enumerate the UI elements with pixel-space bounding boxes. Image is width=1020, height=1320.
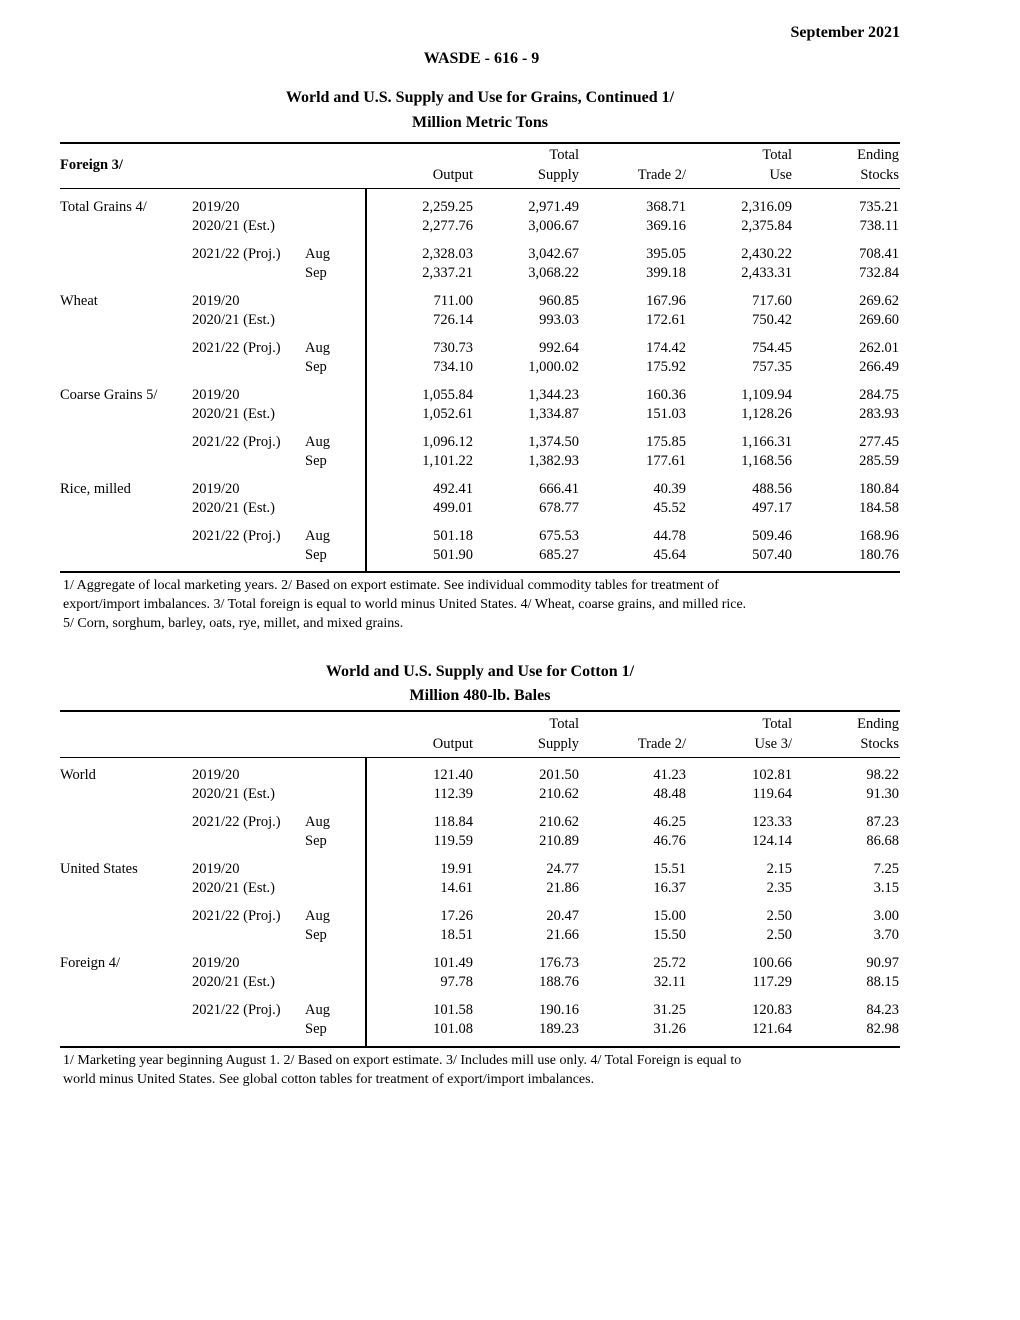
cell-supply: 1,000.02: [528, 359, 579, 375]
cell-output: 501.90: [433, 547, 473, 563]
row-year: 2019/20: [192, 861, 240, 877]
cell-output: 1,096.12: [422, 434, 473, 450]
cell-supply: 1,374.50: [528, 434, 579, 450]
cell-use: 2,433.31: [741, 265, 792, 281]
cell-output: 112.39: [433, 786, 473, 802]
row-year: 2019/20: [192, 767, 240, 783]
row-year: 2019/20: [192, 293, 240, 309]
grains-footnote-2: export/import imbalances. 3/ Total foreign is equal to world minus United States. 4/ Wheat, coarse grains, and milled rice.: [63, 597, 747, 612]
row-year: 2019/20: [192, 387, 240, 403]
group-label: Coarse Grains 5/: [60, 387, 158, 403]
cell-stocks: 3.15: [873, 880, 899, 896]
cell-trade: 44.78: [653, 528, 686, 544]
cell-stocks: 168.96: [859, 528, 899, 544]
cell-output: 499.01: [433, 500, 473, 516]
cell-output: 726.14: [433, 312, 473, 328]
cell-output: 119.59: [433, 833, 473, 849]
cell-trade: 174.42: [646, 340, 686, 356]
cell-supply: 666.41: [539, 481, 579, 497]
group-label: United States: [60, 861, 138, 877]
cell-use: 509.46: [752, 528, 792, 544]
row-month: Aug: [305, 908, 330, 924]
cell-supply: 2,971.49: [528, 199, 579, 215]
cell-supply: 210.89: [539, 833, 579, 849]
cell-trade: 15.00: [653, 908, 686, 924]
cell-output: 734.10: [433, 359, 473, 375]
cell-use: 123.33: [752, 814, 792, 830]
cell-stocks: 184.58: [859, 500, 899, 516]
row-year: 2021/22 (Proj.): [192, 1002, 281, 1018]
cell-output: 2,277.76: [422, 218, 473, 234]
cell-output: 501.18: [433, 528, 473, 544]
cotton-header-rule: [60, 757, 900, 758]
cell-use: 119.64: [752, 786, 792, 802]
cell-supply: 960.85: [539, 293, 579, 309]
cell-stocks: 88.15: [866, 974, 899, 990]
row-year: 2020/21 (Est.): [192, 880, 275, 896]
cell-output: 121.40: [433, 767, 473, 783]
grains-col-supply-top: Total: [549, 147, 579, 163]
cell-output: 101.58: [433, 1002, 473, 1018]
cotton-col-trade: Trade 2/: [637, 736, 686, 752]
cell-trade: 46.76: [653, 833, 686, 849]
grains-bottom-rule: [60, 571, 900, 573]
cotton-col-supply-top: Total: [549, 716, 579, 732]
cell-stocks: 284.75: [859, 387, 899, 403]
grains-region-label: Foreign 3/: [60, 157, 123, 173]
cell-use: 754.45: [752, 340, 792, 356]
cell-output: 1,101.22: [422, 453, 473, 469]
grains-footnote-1: 1/ Aggregate of local marketing years. 2/ Based on export estimate. See individual commodity tables for treatment of: [63, 578, 719, 593]
row-year: 2020/21 (Est.): [192, 406, 275, 422]
cotton-bottom-rule: [60, 1046, 900, 1048]
cell-use: 757.35: [752, 359, 792, 375]
cell-supply: 20.47: [546, 908, 579, 924]
cell-output: 17.26: [440, 908, 473, 924]
cell-supply: 1,334.87: [528, 406, 579, 422]
row-month: Sep: [305, 927, 327, 943]
grains-col-stocks-top: Ending: [857, 147, 899, 163]
row-year: 2021/22 (Proj.): [192, 908, 281, 924]
row-month: Sep: [305, 359, 327, 375]
cell-trade: 167.96: [646, 293, 686, 309]
cell-use: 2.50: [766, 927, 792, 943]
row-year: 2020/21 (Est.): [192, 218, 275, 234]
cotton-col-stocks-top: Ending: [857, 716, 899, 732]
cell-use: 2,375.84: [741, 218, 792, 234]
cotton-top-rule: [60, 710, 900, 712]
cell-stocks: 269.60: [859, 312, 899, 328]
grains-footnote-3: 5/ Corn, sorghum, barley, oats, rye, millet, and mixed grains.: [63, 616, 404, 631]
cell-trade: 16.37: [653, 880, 686, 896]
cell-stocks: 266.49: [859, 359, 899, 375]
cell-use: 2.35: [766, 880, 792, 896]
cotton-col-use-top: Total: [762, 716, 792, 732]
cell-supply: 992.64: [539, 340, 579, 356]
cell-trade: 45.64: [653, 547, 686, 563]
cell-stocks: 86.68: [866, 833, 899, 849]
cell-stocks: 269.62: [859, 293, 899, 309]
row-year: 2020/21 (Est.): [192, 312, 275, 328]
cotton-col-supply: Supply: [537, 736, 579, 752]
cell-trade: 48.48: [653, 786, 686, 802]
report-id: WASDE - 616 - 9: [423, 50, 540, 67]
group-label: Rice, milled: [60, 481, 131, 497]
cell-trade: 172.61: [646, 312, 686, 328]
cell-stocks: 283.93: [859, 406, 899, 422]
cell-trade: 399.18: [646, 265, 686, 281]
grains-col-output: Output: [432, 167, 473, 183]
cell-supply: 189.23: [539, 1021, 579, 1037]
row-month: Aug: [305, 340, 330, 356]
grains-col-trade: Trade 2/: [637, 167, 686, 183]
cell-output: 2,259.25: [422, 199, 473, 215]
row-month: Sep: [305, 833, 327, 849]
cell-use: 2.50: [766, 908, 792, 924]
grains-col-use: Use: [769, 167, 792, 183]
cell-stocks: 708.41: [859, 246, 899, 262]
cell-stocks: 87.23: [866, 814, 899, 830]
cell-trade: 175.85: [646, 434, 686, 450]
cell-output: 2,337.21: [422, 265, 473, 281]
cell-trade: 151.03: [646, 406, 686, 422]
grains-column-divider: [365, 188, 367, 571]
group-label: Wheat: [60, 293, 98, 309]
cell-supply: 21.66: [546, 927, 579, 943]
grains-table-subtitle: Million Metric Tons: [412, 114, 548, 131]
cell-trade: 41.23: [653, 767, 686, 783]
cell-use: 507.40: [752, 547, 792, 563]
cotton-column-divider: [365, 757, 367, 1046]
cell-stocks: 90.97: [866, 955, 899, 971]
cell-output: 97.78: [440, 974, 473, 990]
grains-col-stocks: Stocks: [860, 167, 899, 183]
cell-stocks: 735.21: [859, 199, 899, 215]
cell-supply: 993.03: [539, 312, 579, 328]
cotton-table-title: World and U.S. Supply and Use for Cotton 1/: [325, 663, 635, 680]
cell-supply: 210.62: [539, 786, 579, 802]
cell-supply: 201.50: [539, 767, 579, 783]
row-year: 2019/20: [192, 481, 240, 497]
cell-stocks: 738.11: [859, 218, 899, 234]
cell-stocks: 3.00: [873, 908, 899, 924]
cell-output: 101.49: [433, 955, 473, 971]
cell-use: 2,430.22: [741, 246, 792, 262]
cell-trade: 25.72: [653, 955, 686, 971]
cotton-col-stocks: Stocks: [860, 736, 899, 752]
cell-supply: 188.76: [539, 974, 579, 990]
row-year: 2021/22 (Proj.): [192, 340, 281, 356]
row-month: Aug: [305, 528, 330, 544]
group-label: Total Grains 4/: [60, 199, 147, 215]
row-month: Sep: [305, 453, 327, 469]
row-year: 2019/20: [192, 199, 240, 215]
grains-col-use-top: Total: [762, 147, 792, 163]
row-year: 2021/22 (Proj.): [192, 434, 281, 450]
row-month: Aug: [305, 1002, 330, 1018]
cell-stocks: 180.76: [859, 547, 899, 563]
cell-trade: 31.25: [653, 1002, 686, 1018]
cell-trade: 395.05: [646, 246, 686, 262]
group-label: World: [60, 767, 96, 783]
report-date: September 2021: [790, 24, 900, 41]
cell-supply: 210.62: [539, 814, 579, 830]
grains-col-supply: Supply: [537, 167, 579, 183]
cell-stocks: 732.84: [859, 265, 899, 281]
cell-output: 101.08: [433, 1021, 473, 1037]
cell-output: 2,328.03: [422, 246, 473, 262]
cell-use: 120.83: [752, 1002, 792, 1018]
row-year: 2019/20: [192, 955, 240, 971]
cell-supply: 190.16: [539, 1002, 579, 1018]
cell-trade: 177.61: [646, 453, 686, 469]
row-year: 2021/22 (Proj.): [192, 814, 281, 830]
cell-stocks: 277.45: [859, 434, 899, 450]
cell-use: 124.14: [752, 833, 792, 849]
cell-stocks: 3.70: [873, 927, 899, 943]
cell-output: 18.51: [440, 927, 473, 943]
cell-supply: 3,006.67: [528, 218, 579, 234]
cell-trade: 368.71: [646, 199, 686, 215]
cell-output: 711.00: [433, 293, 473, 309]
cell-stocks: 84.23: [866, 1002, 899, 1018]
grains-top-rule: [60, 142, 900, 144]
cell-output: 1,055.84: [422, 387, 473, 403]
cell-use: 100.66: [752, 955, 792, 971]
row-year: 2021/22 (Proj.): [192, 528, 281, 544]
grains-table-title: World and U.S. Supply and Use for Grains, Continued 1/: [285, 89, 675, 106]
cell-trade: 160.36: [646, 387, 686, 403]
cell-supply: 675.53: [539, 528, 579, 544]
cell-stocks: 82.98: [866, 1021, 899, 1037]
cell-trade: 32.11: [653, 974, 686, 990]
cell-stocks: 91.30: [866, 786, 899, 802]
cell-output: 14.61: [440, 880, 473, 896]
row-month: Sep: [305, 1021, 327, 1037]
row-year: 2021/22 (Proj.): [192, 246, 281, 262]
row-year: 2020/21 (Est.): [192, 974, 275, 990]
row-year: 2020/21 (Est.): [192, 500, 275, 516]
row-year: 2020/21 (Est.): [192, 786, 275, 802]
cell-trade: 369.16: [646, 218, 686, 234]
cell-supply: 24.77: [546, 861, 579, 877]
cell-trade: 175.92: [646, 359, 686, 375]
cell-output: 730.73: [433, 340, 473, 356]
cell-stocks: 180.84: [859, 481, 899, 497]
grains-header-rule: [60, 188, 900, 189]
cell-use: 1,109.94: [741, 387, 792, 403]
cotton-table-subtitle: Million 480-lb. Bales: [409, 687, 551, 704]
cell-output: 1,052.61: [422, 406, 473, 422]
cell-stocks: 285.59: [859, 453, 899, 469]
cell-supply: 685.27: [539, 547, 579, 563]
row-month: Sep: [305, 265, 327, 281]
cell-supply: 176.73: [539, 955, 579, 971]
row-month: Sep: [305, 547, 327, 563]
group-label: Foreign 4/: [60, 955, 121, 971]
cell-supply: 1,382.93: [528, 453, 579, 469]
cell-supply: 3,042.67: [528, 246, 579, 262]
row-month: Aug: [305, 434, 330, 450]
cell-use: 1,166.31: [741, 434, 792, 450]
cell-use: 1,128.26: [741, 406, 792, 422]
cell-use: 1,168.56: [741, 453, 792, 469]
cell-stocks: 262.01: [859, 340, 899, 356]
cell-output: 492.41: [433, 481, 473, 497]
cell-trade: 46.25: [653, 814, 686, 830]
cell-output: 118.84: [433, 814, 473, 830]
cell-use: 2,316.09: [741, 199, 792, 215]
row-month: Aug: [305, 814, 330, 830]
cell-trade: 31.26: [653, 1021, 686, 1037]
cotton-col-output: Output: [432, 736, 473, 752]
cell-output: 19.91: [440, 861, 473, 877]
cell-supply: 21.86: [546, 880, 579, 896]
cell-stocks: 98.22: [866, 767, 899, 783]
cotton-footnote-2: world minus United States. See global cotton tables for treatment of export/import imbalances.: [63, 1072, 595, 1087]
cell-supply: 3,068.22: [528, 265, 579, 281]
cotton-col-use: Use 3/: [754, 736, 792, 752]
cell-use: 121.64: [752, 1021, 792, 1037]
cotton-footnote-1: 1/ Marketing year beginning August 1. 2/ Based on export estimate. 3/ Includes mill use only. 4/ Total Foreign is equal to: [63, 1053, 742, 1068]
cell-use: 102.81: [752, 767, 792, 783]
cell-use: 117.29: [752, 974, 792, 990]
cell-use: 497.17: [752, 500, 792, 516]
cell-trade: 45.52: [653, 500, 686, 516]
row-month: Aug: [305, 246, 330, 262]
cell-supply: 1,344.23: [528, 387, 579, 403]
cell-use: 717.60: [752, 293, 792, 309]
cell-use: 2.15: [766, 861, 792, 877]
cell-use: 750.42: [752, 312, 792, 328]
cell-trade: 15.51: [653, 861, 686, 877]
cell-use: 488.56: [752, 481, 792, 497]
cell-trade: 15.50: [653, 927, 686, 943]
cell-supply: 678.77: [539, 500, 579, 516]
cell-trade: 40.39: [653, 481, 686, 497]
cell-stocks: 7.25: [873, 861, 899, 877]
